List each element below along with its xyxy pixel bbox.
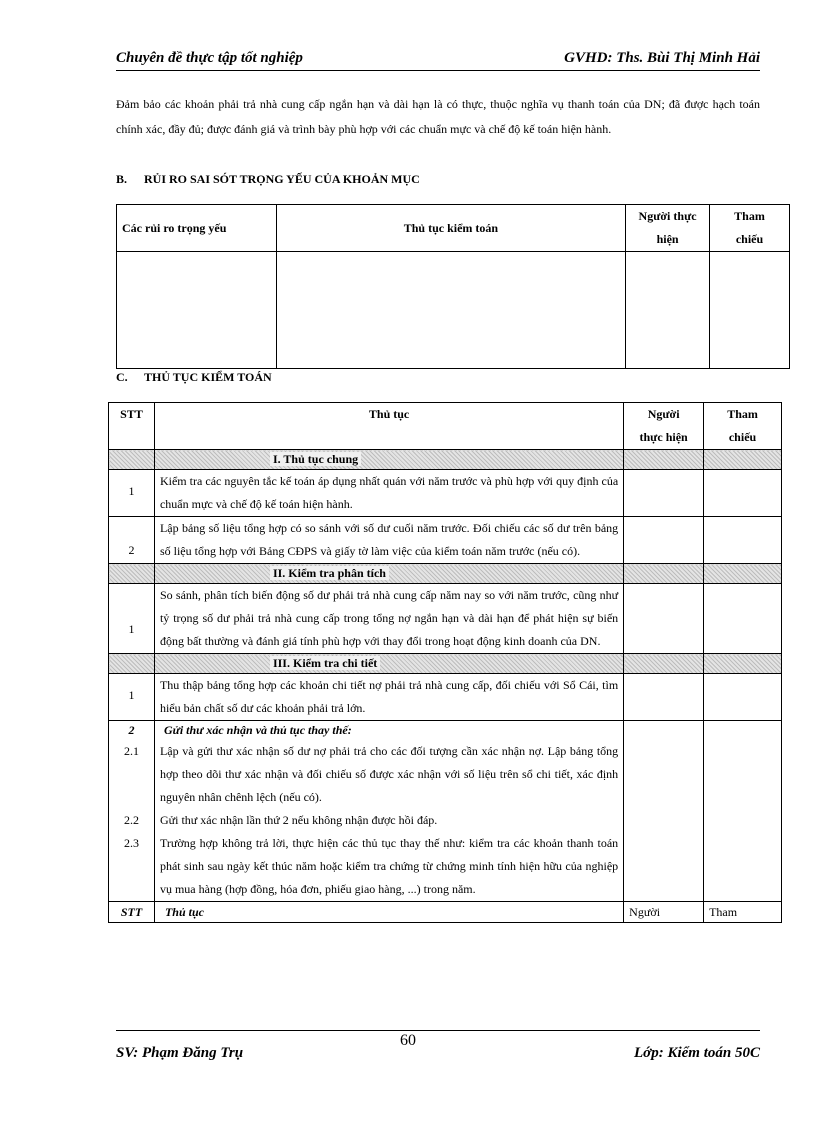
col-reference: Tham chiếu xyxy=(704,403,782,450)
risk-table-header xyxy=(117,205,790,252)
footer-class: Lớp: Kiểm toán 50C xyxy=(634,1045,760,1061)
procedure-table-header xyxy=(109,403,782,450)
col-risk: Các rủi ro trọng yếu xyxy=(117,205,277,252)
col-procedure: Thủ tục xyxy=(154,403,623,450)
header-title: Chuyên đề thực tập tốt nghiệp xyxy=(116,50,303,66)
section-b-heading: B. RỦI RO SAI SÓT TRỌNG YẾU CỦA KHOẢN MỤC xyxy=(116,172,420,186)
header-advisor: GVHD: Ths. Bùi Thị Minh Hải xyxy=(564,50,760,66)
table-row: 2 Lập bảng số liệu tổng hợp có so sánh với số dư cuối năm trước. Đối chiếu các số dư trên bảng số liệu tổng hợp với Bảng CĐPS và giấy tờ làm việc của kiểm toán năm trước (nếu có). xyxy=(109,517,782,564)
footer-student: SV: Phạm Đăng Trụ xyxy=(116,1045,244,1061)
col-performer: Người thực hiện xyxy=(626,205,710,252)
col-reference: Tham chiếu xyxy=(710,205,790,252)
confirmation-title: Gửi thư xác nhận và thủ tục thay thế: xyxy=(163,723,352,737)
section-c-heading: C. THỦ TỤC KIỂM TOÁN xyxy=(116,370,272,384)
table-row: 1 So sánh, phân tích biến động số dư phải trả nhà cung cấp năm nay so với năm trước, cũng như tỷ trọng số dư phải trả nhà cung cấp trong tổng nợ ngắn hạn và dài hạn để phát hiện sự biến động bất thường và đánh giá tính phù hợp với thay đổi trong hoạt động kinh doanh của DN. xyxy=(109,584,782,654)
page-number: 60 xyxy=(400,1032,416,1049)
col-performer: Người thực hiện xyxy=(624,403,704,450)
table-row-confirmation: 2 2.1 2.2 2.3 Gửi thư xác nhận và thủ tục thay thế: Lập và gửi thư xác nhận số dư nợ phải trả cho các đối tượng cần xác nhận nợ. Lập bảng tổng hợp theo dõi thư xác nhận và đối chiếu số được xác nhận với số liệu trên sổ chi tiết, xác định nguyên nhân chênh lệch (nếu có). Gửi thư xác nhận lần thứ 2 nếu không nhận được hồi đáp. Trường hợp không trả lời, thực hiện các thủ tục thay thế như: kiểm tra các khoản thanh toán phát sinh sau ngày kết thúc năm hoặc kiểm tra chứng từ chứng minh tính hiện hữu của nghiệp vụ mua hàng (hợp đồng, hóa đơn, phiếu giao hàng, ...) trong năm. xyxy=(109,721,782,902)
page-header xyxy=(116,48,760,71)
reference-cell xyxy=(710,252,790,369)
col-audit-procedure: Thủ tục kiểm toán xyxy=(276,205,625,252)
table-row: 1 Kiểm tra các nguyên tắc kế toán áp dụng nhất quán với năm trước và phù hợp với quy định của chuẩn mực và chế độ kế toán hiện hành. xyxy=(109,470,782,517)
footer-divider xyxy=(116,1030,760,1031)
risk-table xyxy=(116,204,790,369)
performer-cell xyxy=(626,252,710,369)
procedure-table xyxy=(108,402,782,923)
col-stt: STT xyxy=(109,403,155,450)
risk-cell xyxy=(117,252,277,369)
subsection-row: I. Thủ tục chung xyxy=(109,450,782,470)
subsection-row: II. Kiểm tra phân tích xyxy=(109,564,782,584)
subsection-row: III. Kiểm tra chi tiết xyxy=(109,654,782,674)
risk-table-body xyxy=(117,252,790,369)
table-row: 1 Thu thập bảng tổng hợp các khoản chi tiết nợ phải trả nhà cung cấp, đối chiếu với Sổ Cái, tìm hiểu bản chất số dư các khoản phải trả lớn. xyxy=(109,674,782,721)
intro-paragraph: Đảm bảo các khoản phải trả nhà cung cấp ngắn hạn và dài hạn là có thực, thuộc nghĩa vụ thanh toán của DN; đã được hạch toán chính xác, đầy đủ; được đánh giá và trình bày phù hợp với các chuẩn mực và chế độ kế toán hiện hành. xyxy=(116,97,760,136)
procedure-cell xyxy=(276,252,625,369)
table-row-repeat-header: STT Thủ tục Người Tham xyxy=(109,902,782,923)
